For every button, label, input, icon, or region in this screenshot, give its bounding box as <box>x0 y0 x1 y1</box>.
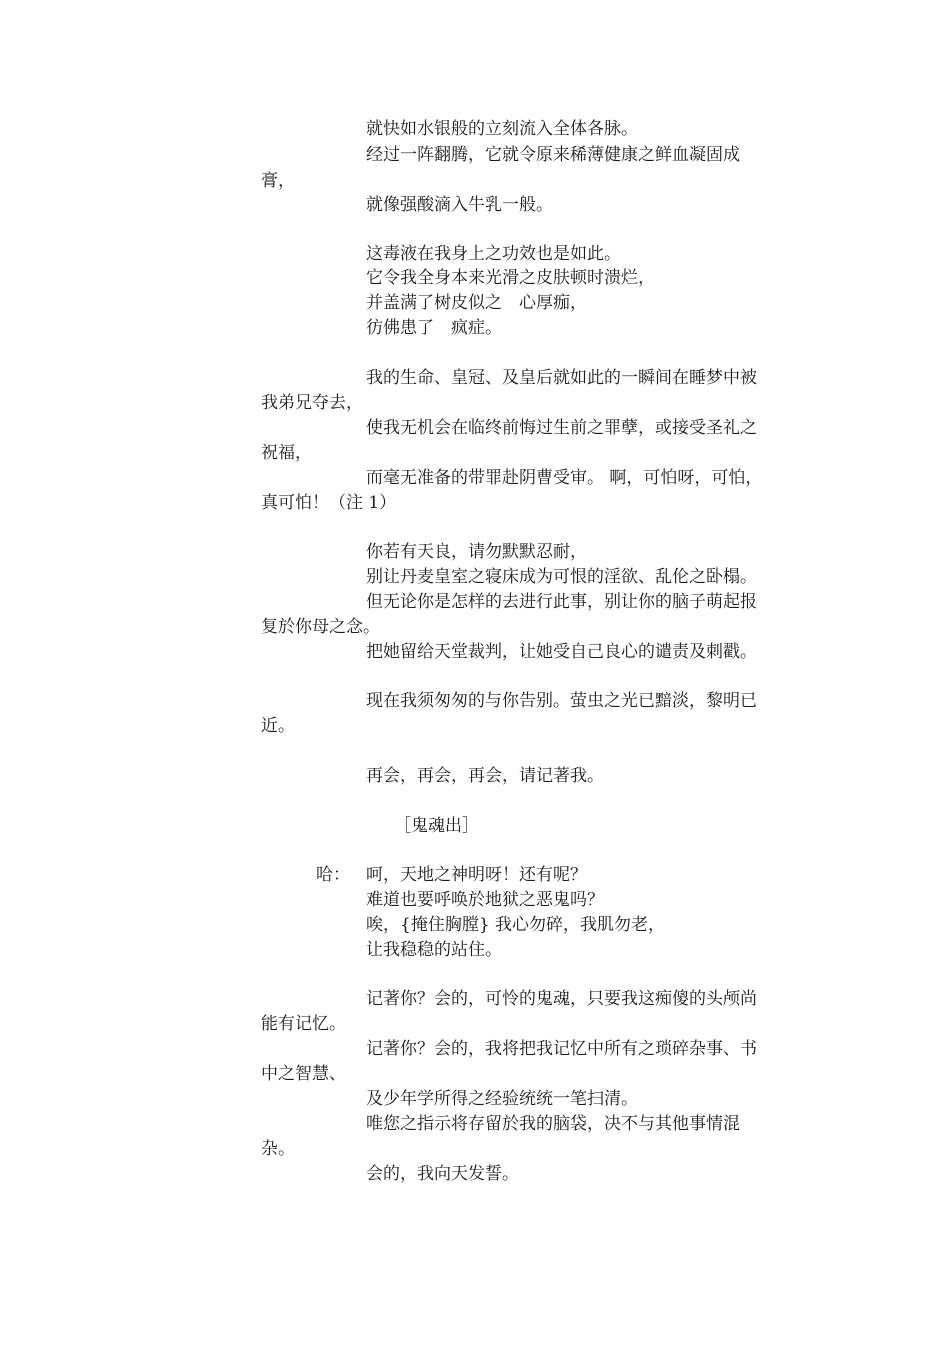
text-line: 就快如水银般的立刻流入全体各脉。 <box>366 119 638 139</box>
stage-direction: ［鬼魂出］ <box>394 816 479 836</box>
text-line: 并盖满了树皮似之 心厚痂， <box>366 293 587 313</box>
text-line: 真可怕！（注 1） <box>261 493 397 513</box>
text-line: 及少年学所得之经验统统一笔扫清。 <box>366 1089 638 1109</box>
text-line: 唯您之指示将存留於我的脑袋，决不与其他事情混 <box>366 1114 740 1134</box>
text-line: 使我无机会在临终前悔过生前之罪孽，或接受圣礼之 <box>366 418 757 438</box>
text-line: 你若有天良，请勿默默忍耐， <box>366 542 587 562</box>
text-line: 记著你？会的，我将把我记忆中所有之琐碎杂事、书 <box>366 1039 757 1059</box>
speaker-label: 哈： <box>316 865 350 885</box>
text-line: 膏， <box>261 171 295 191</box>
text-line: 能有记忆。 <box>261 1014 346 1034</box>
text-line: 祝福， <box>261 443 312 463</box>
text-line: 经过一阵翻腾，它就令原来稀薄健康之鲜血凝固成 <box>366 145 740 165</box>
text-line: 彷佛患了 疯症。 <box>366 318 502 338</box>
text-line: 就像强酸滴入牛乳一般。 <box>366 195 553 215</box>
text-line: 杂。 <box>261 1139 295 1159</box>
text-line: 近。 <box>261 716 295 736</box>
text-line: 唉，{掩住胸膛} 我心勿碎，我肌勿老， <box>366 915 666 935</box>
text-line: 别让丹麦皇室之寝床成为可恨的淫欲、乱伦之卧榻。 <box>366 567 757 587</box>
text-line: 它令我全身本来光滑之皮肤顿时溃烂， <box>366 268 655 288</box>
text-line: 现在我须匆匆的与你告别。萤虫之光已黯淡，黎明已 <box>366 691 757 711</box>
text-line: 记著你？会的，可怜的鬼魂，只要我这痴傻的头颅尚 <box>366 989 757 1009</box>
text-line: 我弟兄夺去， <box>261 393 363 413</box>
text-line: 但无论你是怎样的去进行此事，别让你的脑子萌起报 <box>366 592 757 612</box>
text-line: 呵，天地之神明呀！还有呢？ <box>366 865 587 885</box>
text-line: 我的生命、皇冠、及皇后就如此的一瞬间在睡梦中被 <box>366 368 757 388</box>
text-line: 复於你母之念。 <box>261 617 380 637</box>
text-line: 中之智慧、 <box>261 1064 346 1084</box>
text-line: 让我稳稳的站住。 <box>366 940 502 960</box>
text-line: 难道也要呼唤於地狱之恶鬼吗？ <box>366 890 604 910</box>
text-line: 而毫无准备的带罪赴阴曹受审。 啊，可怕呀，可怕， <box>366 468 763 488</box>
text-line: 这毒液在我身上之功效也是如此。 <box>366 244 621 264</box>
text-line: 会的，我向天发誓。 <box>366 1164 519 1184</box>
text-line: 再会，再会，再会，请记著我。 <box>366 766 604 786</box>
text-line: 把她留给天堂裁判，让她受自己良心的谴责及刺戳。 <box>366 642 757 662</box>
